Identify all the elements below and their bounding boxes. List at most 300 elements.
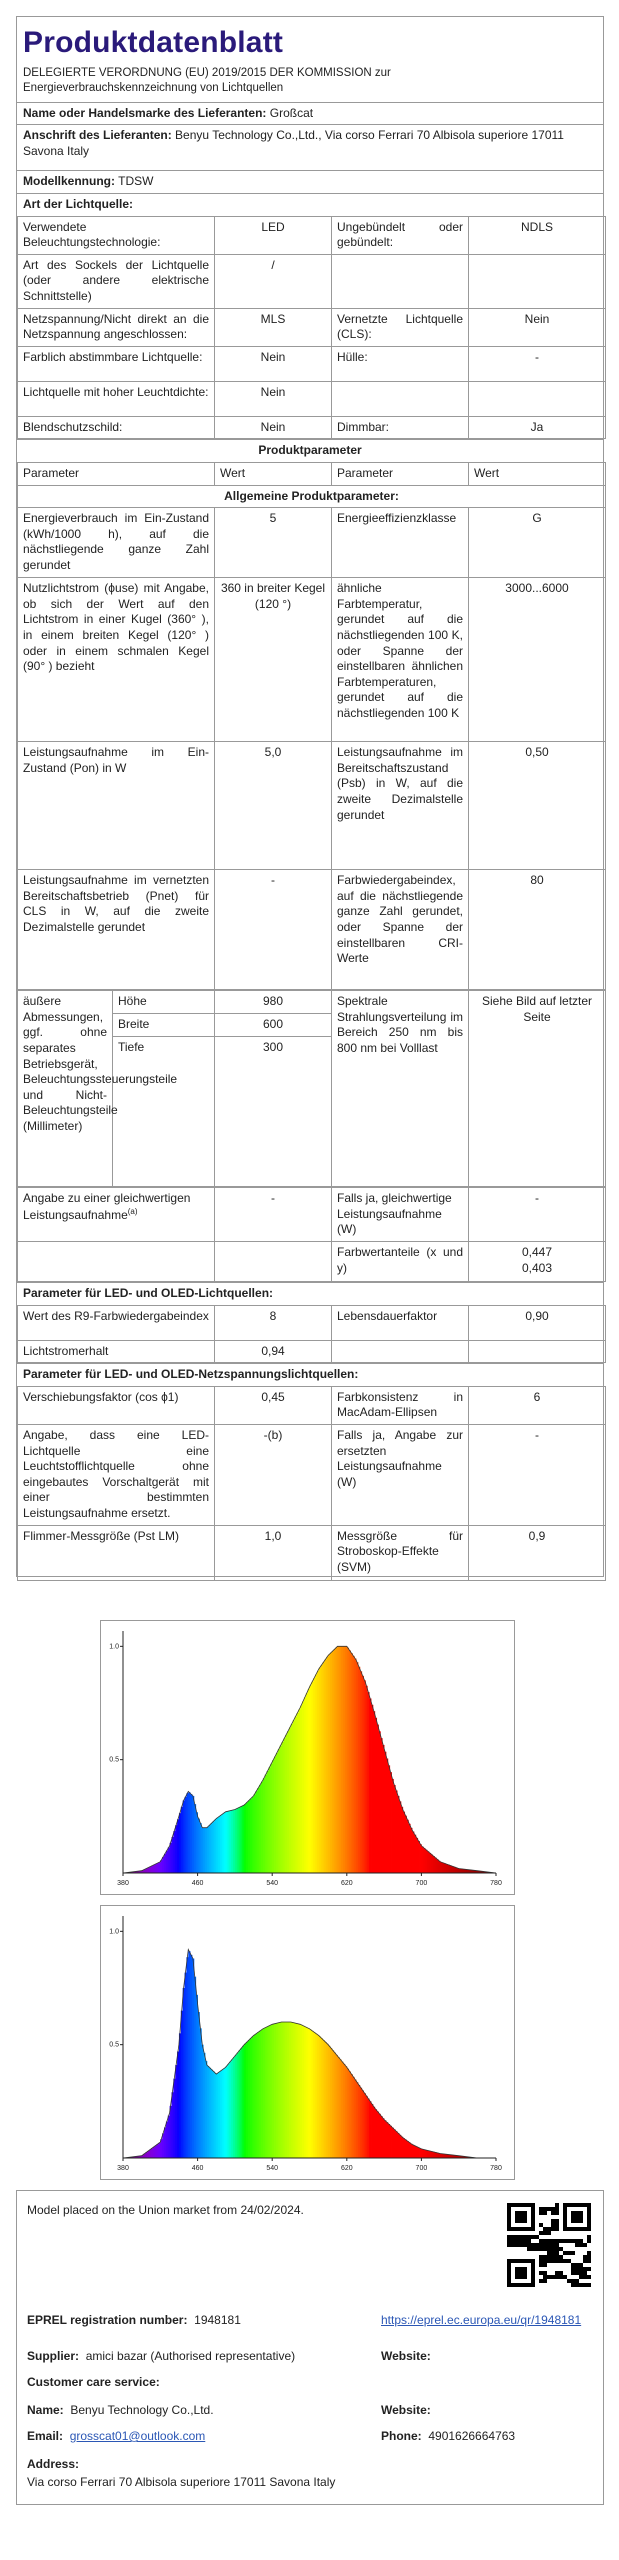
supplier-address-label: Anschrift des Lieferanten:: [23, 128, 172, 143]
qr-module: [563, 2239, 567, 2243]
qr-module: [507, 2235, 511, 2239]
x-tick-label: 620: [340, 1880, 353, 1887]
qr-module: [571, 2251, 575, 2255]
qr-module: [507, 2223, 511, 2227]
mains-param-value-2: 6: [469, 1386, 606, 1424]
model-row: [17, 170, 603, 193]
eprel-url-link[interactable]: https://eprel.ec.europa.eu/qr/1948181: [381, 2313, 582, 2327]
qr-module: [527, 2243, 531, 2247]
qr-module: [507, 2211, 511, 2215]
general-param-value-1: -: [215, 870, 332, 990]
qr-module: [507, 2267, 511, 2271]
eprel-registration-value: 1948181: [194, 2313, 241, 2327]
qr-module: [519, 2243, 523, 2247]
mains-param-value-1: 1,0: [215, 1525, 332, 1580]
qr-module: [563, 2211, 567, 2215]
qr-module: [531, 2259, 535, 2263]
qr-module: [543, 2211, 547, 2215]
qr-module: [519, 2219, 523, 2223]
y-tick-label: 0.5: [109, 1756, 119, 1764]
mains-param-row: [18, 1525, 606, 1580]
general-param-label-1: Nutzlichtstrom (ϕuse) mit Angabe, ob sich der Wert auf den Lichtstrom in einer Kugel (360° ), in einem breiten Kegel (120° ) oder in einem schmalen Kegel (90° ) bezieht: [18, 578, 215, 742]
light-type-row: [18, 254, 606, 308]
general-param-value-2: 80: [469, 870, 606, 990]
qr-module: [531, 2247, 535, 2251]
qr-module: [555, 2255, 559, 2259]
light-type-label-2: Hülle:: [332, 346, 469, 381]
qr-module: [555, 2223, 559, 2227]
product-datasheet: [16, 16, 604, 1577]
mains-param-value-2: -: [469, 1424, 606, 1525]
qr-module: [523, 2211, 527, 2215]
y-tick-label: 0.5: [109, 2041, 119, 2049]
light-type-value-1: Nein: [215, 381, 332, 416]
qr-module: [523, 2275, 527, 2279]
eprel-registration-label: EPREL registration number:: [27, 2313, 188, 2327]
light-type-label-1: Art des Sockels der Lichtquelle (oder andere elektrische Schnittstelle): [18, 254, 215, 308]
chromaticity-value: 0,447 0,403: [469, 1241, 606, 1281]
qr-module: [531, 2263, 535, 2267]
qr-module: [571, 2215, 575, 2219]
qr-module: [571, 2203, 575, 2207]
qr-module: [563, 2215, 567, 2219]
qr-module: [523, 2259, 527, 2263]
qr-module: [567, 2239, 571, 2243]
qr-module: [583, 2275, 587, 2279]
page-title: Produktdatenblatt: [23, 26, 284, 59]
qr-module: [539, 2279, 543, 2283]
qr-module: [515, 2283, 519, 2287]
qr-module: [511, 2235, 515, 2239]
mains-param-value-1: -(b): [215, 1424, 332, 1525]
general-param-label-2: ähnliche Farbtemperatur, gerundet auf die nächstliegenden 100 K, oder Spanne der einstellbaren ähnlichen Farbtemperaturen, gerundet auf die nächstliegenden 100 K: [332, 578, 469, 742]
led-param-value-2: [469, 1340, 606, 1363]
qr-module: [515, 2271, 519, 2275]
light-type-value-2: -: [469, 346, 606, 381]
mains-param-row: [18, 1424, 606, 1525]
qr-module: [551, 2211, 555, 2215]
led-param-row: [18, 1340, 606, 1363]
qr-module: [571, 2271, 575, 2275]
light-type-row: [18, 416, 606, 439]
col-header-value-2: Wert: [469, 463, 606, 486]
qr-module: [575, 2219, 579, 2223]
qr-module: [507, 2263, 511, 2267]
mains-param-label-1: Verschiebungsfaktor (cos ϕ1): [18, 1386, 215, 1424]
product-params-table: [17, 462, 606, 990]
x-tick-label: 460: [191, 2165, 204, 2172]
qr-module: [579, 2227, 583, 2231]
qr-module: [507, 2215, 511, 2219]
light-type-row: [18, 308, 606, 346]
qr-module: [547, 2275, 551, 2279]
subtitle-line-1: DELEGIERTE VERORDNUNG (EU) 2019/2015 DER KOMMISSION zur: [23, 67, 391, 79]
qr-module: [543, 2239, 547, 2243]
mains-param-value-1: 0,45: [215, 1386, 332, 1424]
qr-module: [587, 2235, 591, 2239]
qr-module: [515, 2259, 519, 2263]
qr-module: [531, 2271, 535, 2275]
qr-module: [515, 2219, 519, 2223]
qr-module: [567, 2203, 571, 2207]
qr-module: [575, 2271, 579, 2275]
qr-module: [563, 2219, 567, 2223]
light-type-label-1: Netzspannung/Nicht direkt an die Netzspannung angeschlossen:: [18, 308, 215, 346]
qr-module: [571, 2279, 575, 2283]
mains-param-label-2: Farbkonsistenz in MacAdam-Ellipsen: [332, 1386, 469, 1424]
qr-module: [543, 2263, 547, 2267]
qr-module: [543, 2247, 547, 2251]
spectral-distribution-label: Spektrale Strahlungsverteilung im Bereich 250 nm bis 800 nm bei Volllast: [332, 991, 469, 1187]
qr-module: [527, 2247, 531, 2251]
x-tick-label: 700: [415, 2165, 428, 2172]
dimensions-table: [17, 990, 606, 1187]
mains-param-label-1: Angabe, dass eine LED-Lichtquelle eine Leuchtstofflichtquelle ohne eingebautes Vorschaltgerät mit einer bestimmten Leistungsaufnahme ersetzt.: [18, 1424, 215, 1525]
qr-module: [507, 2203, 511, 2207]
qr-module: [583, 2243, 587, 2247]
light-type-row: [18, 346, 606, 381]
led-param-label-1: Wert des R9-Farbwiedergabeindex: [18, 1305, 215, 1340]
qr-module: [555, 2243, 559, 2247]
qr-module: [527, 2283, 531, 2287]
qr-module: [575, 2263, 579, 2267]
qr-module: [531, 2203, 535, 2207]
qr-module: [515, 2243, 519, 2247]
qr-module: [551, 2219, 555, 2223]
led-params-table: [17, 1305, 606, 1364]
qr-module: [515, 2239, 519, 2243]
qr-module: [571, 2211, 575, 2215]
qr-module: [559, 2239, 563, 2243]
qr-module: [587, 2223, 591, 2227]
market-placement-text: Model placed on the Union market from 24/02/2024.: [27, 2203, 304, 2217]
qr-module: [555, 2227, 559, 2231]
general-param-row: [18, 870, 606, 990]
qr-module: [527, 2259, 531, 2263]
equivalent-power-label: Falls ja, gleichwertige Leistungsaufnahme (W): [332, 1188, 469, 1242]
qr-module: [579, 2219, 583, 2223]
qr-module: [571, 2219, 575, 2223]
general-param-label-1: Leistungsaufnahme im vernetzten Bereitschaftsbetrieb (Pnet) für CLS in W, auf die zweite Dezimalstelle gerundet: [18, 870, 215, 990]
qr-module: [555, 2271, 559, 2275]
general-param-label-2: Farbwiedergabeindex, auf die nächstliegende ganze Zahl gerundet, oder Spanne der einstellbaren CRI-Werte: [332, 870, 469, 990]
qr-module: [543, 2243, 547, 2247]
dim-value-height: 980: [215, 991, 332, 1014]
mains-params-heading: Parameter für LED- und OLED-Netzspannungslichtquellen:: [17, 1363, 603, 1386]
general-param-label-1: Energieverbrauch im Ein-Zustand (kWh/1000 h), auf die nächstliegende ganze Zahl gerundet: [18, 508, 215, 578]
eprel-info-box: [16, 2190, 604, 2505]
qr-module: [583, 2271, 587, 2275]
col-header-param-1: Parameter: [18, 463, 215, 486]
general-param-value-2: G: [469, 508, 606, 578]
qr-module: [559, 2259, 563, 2263]
qr-module: [547, 2227, 551, 2231]
qr-module: [527, 2203, 531, 2207]
qr-module: [539, 2223, 543, 2227]
dim-key-width: Breite: [113, 1014, 215, 1037]
equivalent-label: Angabe zu einer gleichwertigen Leistungsaufnahme$^{(a)}$: [18, 1188, 215, 1242]
qr-module: [523, 2239, 527, 2243]
supplier-name-row: [17, 102, 603, 125]
light-type-label-2: Ungebündelt oder gebündelt:: [332, 216, 469, 254]
qr-module: [587, 2215, 591, 2219]
qr-module: [587, 2283, 591, 2287]
qr-module: [511, 2243, 515, 2247]
qr-module: [587, 2219, 591, 2223]
general-param-row: [18, 742, 606, 870]
qr-module: [539, 2255, 543, 2259]
subtitle-line-2: Energieverbrauchskennzeichnung von Lichtquellen: [23, 81, 284, 94]
qr-module: [551, 2227, 555, 2231]
qr-module: [575, 2243, 579, 2247]
x-tick-label: 380: [117, 1880, 129, 1887]
qr-module: [515, 2235, 519, 2239]
qr-module: [531, 2207, 535, 2211]
qr-module: [515, 2211, 519, 2215]
product-params-heading: Produktparameter: [17, 439, 603, 462]
qr-module: [523, 2203, 527, 2207]
equivalent-table: [17, 1187, 606, 1282]
qr-module: [551, 2223, 555, 2227]
supplier-name-value: Großcat: [269, 105, 314, 120]
qr-module: [507, 2207, 511, 2211]
light-type-value-1: LED: [215, 216, 332, 254]
qr-module: [575, 2239, 579, 2243]
qr-module: [523, 2227, 527, 2231]
qr-module: [523, 2219, 527, 2223]
x-tick-label: 700: [415, 1880, 428, 1887]
supplier-line: Supplier: amici bazar (Authorised representative): [27, 2349, 296, 2363]
care-name-line: Name: Benyu Technology Co.,Ltd.: [27, 2403, 214, 2417]
qr-module: [563, 2251, 567, 2255]
dim-key-depth: Tiefe: [113, 1036, 215, 1058]
qr-module: [551, 2207, 555, 2211]
model-value: TDSW: [118, 174, 154, 189]
spectrum-chart-2: [100, 1905, 515, 2180]
qr-module: [531, 2283, 535, 2287]
qr-module: [583, 2283, 587, 2287]
qr-module: [555, 2247, 559, 2251]
spectrum-chart-1-svg: [101, 1621, 516, 1896]
qr-module: [519, 2267, 523, 2271]
qr-module: [507, 2219, 511, 2223]
qr-module: [543, 2259, 547, 2263]
general-param-value-1: 5: [215, 508, 332, 578]
qr-module: [531, 2211, 535, 2215]
qr-module: [531, 2267, 535, 2271]
qr-module: [587, 2259, 591, 2263]
light-type-value-2: [469, 254, 606, 308]
qr-module: [579, 2211, 583, 2215]
spectrum-chart-2-svg: [101, 1906, 516, 2181]
qr-module: [575, 2279, 579, 2283]
qr-module: [555, 2207, 559, 2211]
qr-module: [555, 2239, 559, 2243]
qr-module: [519, 2239, 523, 2243]
qr-module: [519, 2215, 523, 2219]
qr-module: [515, 2267, 519, 2271]
qr-module: [539, 2207, 543, 2211]
light-type-label-1: Blendschutzschild:: [18, 416, 215, 439]
qr-module: [559, 2275, 563, 2279]
light-type-label-2: Dimmbar:: [332, 416, 469, 439]
qr-module: [535, 2247, 539, 2251]
light-type-row: [18, 381, 606, 416]
general-param-value-2: 3000...6000: [469, 578, 606, 742]
qr-module: [543, 2279, 547, 2283]
qr-module: [583, 2259, 587, 2263]
qr-module: [511, 2227, 515, 2231]
light-type-value-1: Nein: [215, 346, 332, 381]
qr-module: [527, 2239, 531, 2243]
general-param-label-1: Leistungsaufnahme im Ein-Zustand (Pon) in W: [18, 742, 215, 870]
qr-module: [531, 2275, 535, 2279]
qr-module: [519, 2203, 523, 2207]
light-type-table: [17, 216, 606, 440]
qr-module: [523, 2235, 527, 2239]
light-type-value-1: MLS: [215, 308, 332, 346]
qr-module: [547, 2207, 551, 2211]
qr-module: [523, 2283, 527, 2287]
led-param-value-2: 0,90: [469, 1305, 606, 1340]
qr-module: [515, 2215, 519, 2219]
x-tick-label: 780: [490, 2165, 502, 2172]
qr-module: [539, 2263, 543, 2267]
care-email-link[interactable]: grosscat01@outlook.com: [69, 2429, 206, 2443]
light-type-value-2: [469, 381, 606, 416]
dim-value-width: 600: [215, 1014, 332, 1037]
light-type-label-2: Vernetzte Lichtquelle (CLS):: [332, 308, 469, 346]
qr-module: [519, 2211, 523, 2215]
light-type-label-2: [332, 254, 469, 308]
qr-module: [519, 2283, 523, 2287]
qr-module: [567, 2227, 571, 2231]
light-type-label-2: [332, 381, 469, 416]
led-param-row: [18, 1305, 606, 1340]
qr-module: [511, 2259, 515, 2263]
mains-param-row: [18, 1386, 606, 1424]
qr-module: [575, 2283, 579, 2287]
qr-code-icon[interactable]: [507, 2203, 591, 2287]
qr-module: [579, 2243, 583, 2247]
qr-module: [587, 2227, 591, 2231]
spectral-distribution-value: Siehe Bild auf letzter Seite: [469, 991, 606, 1187]
qr-module: [539, 2247, 543, 2251]
qr-module: [511, 2203, 515, 2207]
dimensions-label: äußere Abmessungen, ggf. ohne separates Betriebsgerät, Beleuchtungssteuerungsteile und Nicht-Beleuchtungsteile (Millimeter): [18, 991, 113, 1187]
general-param-value-1: 5,0: [215, 742, 332, 870]
light-type-value-2: Nein: [469, 308, 606, 346]
qr-module: [551, 2275, 555, 2279]
qr-module: [547, 2251, 551, 2255]
qr-module: [575, 2227, 579, 2231]
qr-module: [587, 2255, 591, 2259]
qr-module: [543, 2231, 547, 2235]
qr-module: [515, 2227, 519, 2231]
qr-module: [583, 2203, 587, 2207]
qr-module: [579, 2271, 583, 2275]
qr-module: [531, 2279, 535, 2283]
qr-module: [519, 2271, 523, 2275]
qr-module: [535, 2235, 539, 2239]
light-type-label-1: Farblich abstimmbare Lichtquelle:: [18, 346, 215, 381]
supplier-address-row: [17, 124, 603, 170]
care-website-label: Website:: [381, 2403, 431, 2417]
mains-param-label-2: Falls ja, Angabe zur ersetzten Leistungsaufnahme (W): [332, 1424, 469, 1525]
qr-module: [531, 2235, 535, 2239]
qr-module: [579, 2275, 583, 2279]
qr-module: [507, 2279, 511, 2283]
qr-module: [543, 2227, 547, 2231]
qr-module: [547, 2239, 551, 2243]
general-param-row: [18, 578, 606, 742]
qr-module: [539, 2239, 543, 2243]
qr-module: [527, 2227, 531, 2231]
qr-module: [575, 2203, 579, 2207]
qr-module: [523, 2271, 527, 2275]
care-address-label: Address:: [27, 2457, 80, 2471]
qr-module: [519, 2259, 523, 2263]
qr-module: [555, 2251, 559, 2255]
mains-params-table: [17, 1386, 606, 1581]
qr-module: [547, 2231, 551, 2235]
qr-module: [571, 2267, 575, 2271]
qr-module: [555, 2211, 559, 2215]
qr-module: [587, 2203, 591, 2207]
datasheet-header: [17, 17, 603, 102]
y-tick-label: 1.0: [109, 1643, 119, 1651]
qr-module: [543, 2271, 547, 2275]
qr-module: [571, 2239, 575, 2243]
qr-module: [587, 2207, 591, 2211]
mains-param-label-2: Messgröße für Stroboskop-Effekte (SVM): [332, 1525, 469, 1580]
light-type-row: [18, 216, 606, 254]
light-type-label-1: Verwendete Beleuchtungstechnologie:: [18, 216, 215, 254]
qr-module: [567, 2279, 571, 2283]
qr-module: [567, 2251, 571, 2255]
qr-module: [507, 2227, 511, 2231]
mains-param-value-2: 0,9: [469, 1525, 606, 1580]
light-type-value-2: NDLS: [469, 216, 606, 254]
qr-module: [535, 2243, 539, 2247]
qr-module: [515, 2203, 519, 2207]
dim-value-depth: 300: [215, 1036, 332, 1058]
col-header-param-2: Parameter: [332, 463, 469, 486]
qr-module: [579, 2215, 583, 2219]
equivalent-value: -: [215, 1188, 332, 1242]
qr-module: [507, 2239, 511, 2243]
led-param-label-2: [332, 1340, 469, 1363]
qr-module: [523, 2215, 527, 2219]
regulation-subtitle: [23, 66, 597, 102]
qr-module: [587, 2275, 591, 2279]
qr-module: [555, 2219, 559, 2223]
x-tick-label: 620: [340, 2165, 353, 2172]
general-param-value-2: 0,50: [469, 742, 606, 870]
qr-module: [527, 2235, 531, 2239]
led-param-value-1: 8: [215, 1305, 332, 1340]
qr-module: [539, 2211, 543, 2215]
qr-module: [571, 2263, 575, 2267]
qr-module: [519, 2227, 523, 2231]
qr-module: [547, 2255, 551, 2259]
light-type-label-1: Lichtquelle mit hoher Leuchtdichte:: [18, 381, 215, 416]
qr-module: [515, 2275, 519, 2279]
qr-module: [555, 2259, 559, 2263]
qr-module: [567, 2259, 571, 2263]
led-params-heading: Parameter für LED- und OLED-Lichtquellen:: [17, 1282, 603, 1305]
eprel-registration: [27, 2313, 241, 2329]
